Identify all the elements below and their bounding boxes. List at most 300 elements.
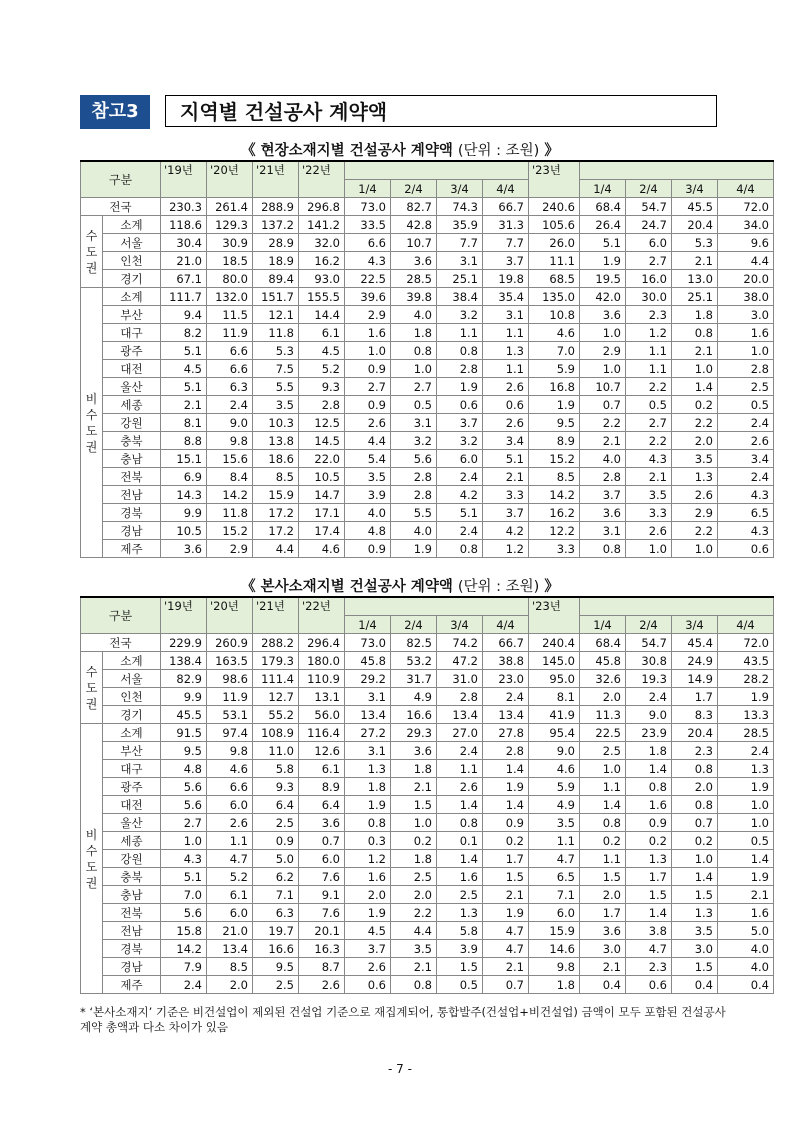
data-cell: 2.1 — [483, 886, 529, 904]
data-cell: 9.0 — [207, 414, 253, 432]
data-cell: 0.2 — [626, 832, 672, 850]
data-cell: 21.0 — [207, 922, 253, 940]
data-cell: 2.5 — [437, 886, 483, 904]
data-cell: 30.4 — [161, 234, 207, 252]
data-cell: 4.0 — [718, 940, 774, 958]
data-cell: 2.1 — [718, 886, 774, 904]
header-year: '22년 — [299, 161, 345, 198]
header-year: '19년 — [161, 161, 207, 198]
data-cell: 8.3 — [672, 706, 718, 724]
header-year-quarters — [345, 597, 529, 616]
data-cell: 5.9 — [529, 360, 580, 378]
data-cell: 2.1 — [391, 778, 437, 796]
data-cell: 105.6 — [529, 216, 580, 234]
data-cell: 6.9 — [161, 468, 207, 486]
data-cell: 9.0 — [626, 706, 672, 724]
data-cell: 8.8 — [161, 432, 207, 450]
data-cell: 0.2 — [672, 832, 718, 850]
data-cell: 2.0 — [672, 778, 718, 796]
data-cell: 0.9 — [253, 832, 299, 850]
table-row — [81, 540, 774, 558]
header-quarter: 1/4 — [345, 616, 391, 634]
header-year: '23년 — [529, 597, 580, 634]
row-label: 광주 — [103, 778, 161, 796]
data-cell: 7.9 — [161, 958, 207, 976]
table1-unit: (단위 : 조원) — [457, 143, 540, 159]
data-cell: 3.7 — [483, 252, 529, 270]
data-cell: 1.9 — [437, 378, 483, 396]
data-cell: 1.9 — [718, 778, 774, 796]
data-cell: 118.6 — [161, 216, 207, 234]
data-cell: 1.3 — [672, 904, 718, 922]
data-cell: 2.0 — [580, 886, 626, 904]
data-cell: 74.3 — [437, 198, 483, 216]
data-cell: 2.3 — [672, 742, 718, 760]
data-cell: 1.4 — [718, 850, 774, 868]
data-cell: 1.5 — [672, 958, 718, 976]
data-cell: 3.2 — [437, 306, 483, 324]
data-cell: 73.0 — [345, 634, 391, 652]
data-cell: 0.9 — [345, 396, 391, 414]
table-row — [81, 688, 774, 706]
data-cell: 14.2 — [161, 940, 207, 958]
data-cell: 13.4 — [483, 706, 529, 724]
header-year-quarters — [580, 161, 774, 180]
data-cell: 1.8 — [626, 742, 672, 760]
data-cell: 18.9 — [253, 252, 299, 270]
table-row — [81, 306, 774, 324]
row-label: 경남 — [103, 958, 161, 976]
data-cell: 1.1 — [207, 832, 253, 850]
table-row — [81, 198, 774, 216]
data-cell: 15.2 — [207, 522, 253, 540]
data-cell: 3.1 — [345, 688, 391, 706]
data-cell: 2.1 — [483, 958, 529, 976]
data-cell: 7.6 — [299, 868, 345, 886]
data-cell: 17.1 — [299, 504, 345, 522]
data-cell: 4.7 — [483, 922, 529, 940]
data-cell: 9.0 — [529, 742, 580, 760]
data-cell: 4.5 — [161, 360, 207, 378]
data-cell: 13.4 — [345, 706, 391, 724]
data-cell: 22.5 — [345, 270, 391, 288]
data-cell: 5.5 — [253, 378, 299, 396]
data-cell: 7.1 — [529, 886, 580, 904]
data-cell: 1.0 — [580, 360, 626, 378]
data-cell: 3.1 — [345, 742, 391, 760]
table-row — [81, 778, 774, 796]
data-cell: 1.8 — [672, 306, 718, 324]
data-cell: 19.3 — [626, 670, 672, 688]
data-cell: 1.4 — [672, 378, 718, 396]
data-cell: 1.1 — [626, 360, 672, 378]
data-cell: 39.8 — [391, 288, 437, 306]
table1-title-close: 》 — [544, 143, 559, 159]
data-cell: 0.5 — [718, 396, 774, 414]
table2-title-close: 》 — [544, 579, 559, 595]
data-cell: 68.5 — [529, 270, 580, 288]
data-cell: 1.9 — [529, 396, 580, 414]
data-cell: 67.1 — [161, 270, 207, 288]
data-cell: 8.2 — [161, 324, 207, 342]
page-number: - 7 - — [388, 1062, 412, 1076]
data-cell: 38.8 — [483, 652, 529, 670]
data-cell: 13.4 — [207, 940, 253, 958]
data-cell: 45.4 — [672, 634, 718, 652]
data-cell: 25.1 — [437, 270, 483, 288]
header-year: '21년 — [253, 161, 299, 198]
data-cell: 8.7 — [299, 958, 345, 976]
data-cell: 0.2 — [580, 832, 626, 850]
data-cell: 3.9 — [437, 940, 483, 958]
row-label: 인천 — [103, 252, 161, 270]
data-cell: 66.7 — [483, 198, 529, 216]
data-cell: 2.0 — [672, 432, 718, 450]
region-group-label: 수 도 권 — [81, 652, 103, 724]
data-cell: 1.5 — [626, 886, 672, 904]
data-cell: 7.6 — [299, 904, 345, 922]
data-cell: 10.5 — [299, 468, 345, 486]
row-label: 서울 — [103, 670, 161, 688]
data-cell: 0.3 — [345, 832, 391, 850]
data-cell: 4.0 — [718, 958, 774, 976]
data-cell: 15.6 — [207, 450, 253, 468]
data-cell: 4.0 — [580, 450, 626, 468]
data-cell: 3.6 — [580, 306, 626, 324]
data-cell: 1.4 — [483, 796, 529, 814]
data-cell: 4.7 — [483, 940, 529, 958]
data-cell: 2.1 — [672, 252, 718, 270]
data-cell: 110.9 — [299, 670, 345, 688]
data-cell: 23.9 — [626, 724, 672, 742]
data-cell: 7.7 — [437, 234, 483, 252]
data-cell: 6.0 — [299, 850, 345, 868]
data-cell: 8.1 — [529, 688, 580, 706]
data-cell: 0.6 — [718, 540, 774, 558]
row-label: 경기 — [103, 270, 161, 288]
data-cell: 151.7 — [253, 288, 299, 306]
data-cell: 2.6 — [345, 958, 391, 976]
row-label: 대구 — [103, 324, 161, 342]
row-label: 광주 — [103, 342, 161, 360]
data-cell: 4.4 — [718, 252, 774, 270]
data-cell: 95.0 — [529, 670, 580, 688]
data-cell: 4.5 — [345, 922, 391, 940]
row-label: 충북 — [103, 868, 161, 886]
data-cell: 13.1 — [299, 688, 345, 706]
data-cell: 2.5 — [580, 742, 626, 760]
data-cell: 68.4 — [580, 634, 626, 652]
data-cell: 2.1 — [580, 432, 626, 450]
data-cell: 18.5 — [207, 252, 253, 270]
data-cell: 0.9 — [345, 360, 391, 378]
data-cell: 1.0 — [672, 850, 718, 868]
data-cell: 6.6 — [345, 234, 391, 252]
header-group-label: 구분 — [81, 597, 161, 634]
data-cell: 2.9 — [672, 504, 718, 522]
data-cell: 1.4 — [626, 760, 672, 778]
data-cell: 2.2 — [391, 904, 437, 922]
data-cell: 5.2 — [207, 868, 253, 886]
data-cell: 0.4 — [672, 976, 718, 994]
data-cell: 3.0 — [672, 940, 718, 958]
data-cell: 135.0 — [529, 288, 580, 306]
data-cell: 9.3 — [253, 778, 299, 796]
table-row — [81, 760, 774, 778]
data-cell: 3.7 — [345, 940, 391, 958]
table-row — [81, 904, 774, 922]
row-label: 소계 — [103, 288, 161, 306]
table-row — [81, 234, 774, 252]
data-cell: 17.4 — [299, 522, 345, 540]
data-cell: 13.0 — [672, 270, 718, 288]
data-cell: 20.4 — [672, 216, 718, 234]
data-cell: 10.7 — [391, 234, 437, 252]
data-cell: 20.1 — [299, 922, 345, 940]
data-cell: 2.2 — [672, 414, 718, 432]
data-cell: 2.4 — [437, 522, 483, 540]
data-cell: 9.5 — [253, 958, 299, 976]
data-cell: 16.6 — [391, 706, 437, 724]
data-cell: 29.3 — [391, 724, 437, 742]
data-cell: 2.1 — [580, 958, 626, 976]
data-cell: 9.6 — [718, 234, 774, 252]
data-cell: 28.2 — [718, 670, 774, 688]
data-cell: 1.9 — [718, 868, 774, 886]
header-year-quarters — [345, 161, 529, 180]
data-cell: 9.9 — [161, 688, 207, 706]
data-cell: 6.1 — [207, 886, 253, 904]
data-cell: 30.8 — [626, 652, 672, 670]
table-row — [81, 706, 774, 724]
data-cell: 1.1 — [483, 360, 529, 378]
data-cell: 2.7 — [626, 414, 672, 432]
data-cell: 4.8 — [345, 522, 391, 540]
data-cell: 29.2 — [345, 670, 391, 688]
data-cell: 8.4 — [207, 468, 253, 486]
data-cell: 4.6 — [299, 540, 345, 558]
data-cell: 4.6 — [529, 324, 580, 342]
data-cell: 2.6 — [718, 432, 774, 450]
data-cell: 39.6 — [345, 288, 391, 306]
data-cell: 6.6 — [207, 360, 253, 378]
data-cell: 4.0 — [391, 522, 437, 540]
data-cell: 2.6 — [345, 414, 391, 432]
data-cell: 8.1 — [161, 414, 207, 432]
data-cell: 0.8 — [391, 976, 437, 994]
data-cell: 12.7 — [253, 688, 299, 706]
table-row — [81, 796, 774, 814]
table-row — [81, 450, 774, 468]
header-year: '20년 — [207, 597, 253, 634]
data-cell: 93.0 — [299, 270, 345, 288]
data-cell: 98.6 — [207, 670, 253, 688]
data-cell: 74.2 — [437, 634, 483, 652]
data-cell: 15.8 — [161, 922, 207, 940]
data-cell: 4.0 — [391, 306, 437, 324]
table-row — [81, 724, 774, 742]
data-cell: 0.6 — [345, 976, 391, 994]
data-cell: 0.7 — [299, 832, 345, 850]
data-cell: 0.8 — [437, 540, 483, 558]
row-label: 부산 — [103, 306, 161, 324]
data-cell: 82.9 — [161, 670, 207, 688]
data-cell: 4.9 — [391, 688, 437, 706]
data-cell: 0.8 — [672, 796, 718, 814]
data-cell: 5.1 — [161, 868, 207, 886]
data-cell: 22.0 — [299, 450, 345, 468]
data-cell: 11.8 — [253, 324, 299, 342]
data-cell: 8.5 — [207, 958, 253, 976]
data-cell: 6.2 — [253, 868, 299, 886]
data-cell: 1.0 — [718, 814, 774, 832]
footnote: * ‘본사소재지’ 기준은 비건설업이 제외된 건설업 기준으로 재집계되어, 통합발주(건설업+비건설업) 금액이 모두 포함된 건설공사계약 총액과 다소 차이가 있음 — [80, 1005, 726, 1034]
data-cell: 53.2 — [391, 652, 437, 670]
data-cell: 28.5 — [718, 724, 774, 742]
data-cell: 4.3 — [718, 486, 774, 504]
data-cell: 1.0 — [580, 760, 626, 778]
data-cell: 19.7 — [253, 922, 299, 940]
data-cell: 10.7 — [580, 378, 626, 396]
data-cell: 2.6 — [483, 414, 529, 432]
data-cell: 5.6 — [161, 778, 207, 796]
header-quarter: 4/4 — [483, 616, 529, 634]
data-cell: 1.0 — [626, 540, 672, 558]
data-cell: 16.0 — [626, 270, 672, 288]
data-cell: 2.4 — [718, 414, 774, 432]
row-label: 경북 — [103, 504, 161, 522]
data-cell: 1.0 — [672, 540, 718, 558]
data-cell: 72.0 — [718, 198, 774, 216]
data-cell: 6.3 — [253, 904, 299, 922]
data-cell: 1.0 — [718, 796, 774, 814]
data-cell: 1.7 — [483, 850, 529, 868]
data-cell: 2.0 — [345, 886, 391, 904]
row-label: 세종 — [103, 832, 161, 850]
data-cell: 4.6 — [529, 760, 580, 778]
data-cell: 2.8 — [437, 688, 483, 706]
table-row — [81, 634, 774, 652]
data-cell: 2.6 — [437, 778, 483, 796]
table-row — [81, 432, 774, 450]
data-cell: 260.9 — [207, 634, 253, 652]
data-cell: 111.4 — [253, 670, 299, 688]
data-cell: 0.6 — [626, 976, 672, 994]
data-cell: 0.2 — [672, 396, 718, 414]
table-row — [81, 342, 774, 360]
data-cell: 1.5 — [391, 796, 437, 814]
data-cell: 6.0 — [207, 796, 253, 814]
header-quarter: 1/4 — [580, 180, 626, 198]
data-cell: 3.0 — [580, 940, 626, 958]
header-year-quarters — [580, 597, 774, 616]
data-cell: 1.0 — [718, 342, 774, 360]
data-cell: 138.4 — [161, 652, 207, 670]
data-cell: 2.1 — [672, 342, 718, 360]
data-cell: 11.9 — [207, 688, 253, 706]
data-cell: 45.5 — [161, 706, 207, 724]
data-cell: 1.2 — [483, 540, 529, 558]
data-cell: 5.0 — [253, 850, 299, 868]
data-cell: 56.0 — [299, 706, 345, 724]
data-cell: 4.3 — [718, 522, 774, 540]
data-cell: 137.2 — [253, 216, 299, 234]
data-cell: 14.7 — [299, 486, 345, 504]
data-cell: 21.0 — [161, 252, 207, 270]
data-cell: 5.3 — [672, 234, 718, 252]
data-cell: 24.7 — [626, 216, 672, 234]
data-cell: 1.9 — [580, 252, 626, 270]
data-cell: 14.2 — [207, 486, 253, 504]
data-cell: 0.8 — [626, 778, 672, 796]
data-cell: 16.2 — [529, 504, 580, 522]
table-row — [81, 940, 774, 958]
data-cell: 1.0 — [345, 342, 391, 360]
data-cell: 1.0 — [391, 814, 437, 832]
data-cell: 2.1 — [161, 396, 207, 414]
data-cell: 17.2 — [253, 504, 299, 522]
data-cell: 30.0 — [626, 288, 672, 306]
data-cell: 2.5 — [253, 976, 299, 994]
data-cell: 16.8 — [529, 378, 580, 396]
data-cell: 32.6 — [580, 670, 626, 688]
table-row — [81, 288, 774, 306]
data-cell: 4.7 — [529, 850, 580, 868]
data-cell: 14.3 — [161, 486, 207, 504]
data-cell: 26.4 — [580, 216, 626, 234]
data-cell: 1.5 — [580, 868, 626, 886]
data-cell: 5.6 — [161, 796, 207, 814]
data-cell: 145.0 — [529, 652, 580, 670]
data-cell: 2.9 — [580, 342, 626, 360]
data-cell: 2.4 — [626, 688, 672, 706]
data-cell: 3.5 — [345, 468, 391, 486]
data-cell: 12.1 — [253, 306, 299, 324]
table2-caption — [0, 575, 800, 596]
row-label: 충남 — [103, 450, 161, 468]
data-cell: 1.1 — [483, 324, 529, 342]
data-cell: 6.0 — [207, 904, 253, 922]
data-cell: 14.4 — [299, 306, 345, 324]
row-label: 울산 — [103, 814, 161, 832]
data-cell: 2.9 — [207, 540, 253, 558]
data-cell: 1.1 — [626, 342, 672, 360]
row-label: 소계 — [103, 216, 161, 234]
data-cell: 54.7 — [626, 198, 672, 216]
data-cell: 2.6 — [299, 976, 345, 994]
row-label: 전북 — [103, 904, 161, 922]
data-cell: 1.6 — [345, 324, 391, 342]
data-cell: 1.0 — [672, 360, 718, 378]
data-cell: 53.1 — [207, 706, 253, 724]
data-cell: 3.5 — [626, 486, 672, 504]
data-cell: 9.8 — [207, 742, 253, 760]
data-cell: 38.0 — [718, 288, 774, 306]
data-cell: 4.7 — [207, 850, 253, 868]
data-cell: 31.7 — [391, 670, 437, 688]
data-cell: 179.3 — [253, 652, 299, 670]
data-cell: 0.8 — [580, 814, 626, 832]
row-label: 경남 — [103, 522, 161, 540]
data-cell: 6.5 — [529, 868, 580, 886]
table-row — [81, 486, 774, 504]
data-cell: 4.6 — [207, 760, 253, 778]
data-cell: 180.0 — [299, 652, 345, 670]
header-year: '22년 — [299, 597, 345, 634]
header-quarter: 1/4 — [580, 616, 626, 634]
data-cell: 6.0 — [529, 904, 580, 922]
data-cell: 14.5 — [299, 432, 345, 450]
